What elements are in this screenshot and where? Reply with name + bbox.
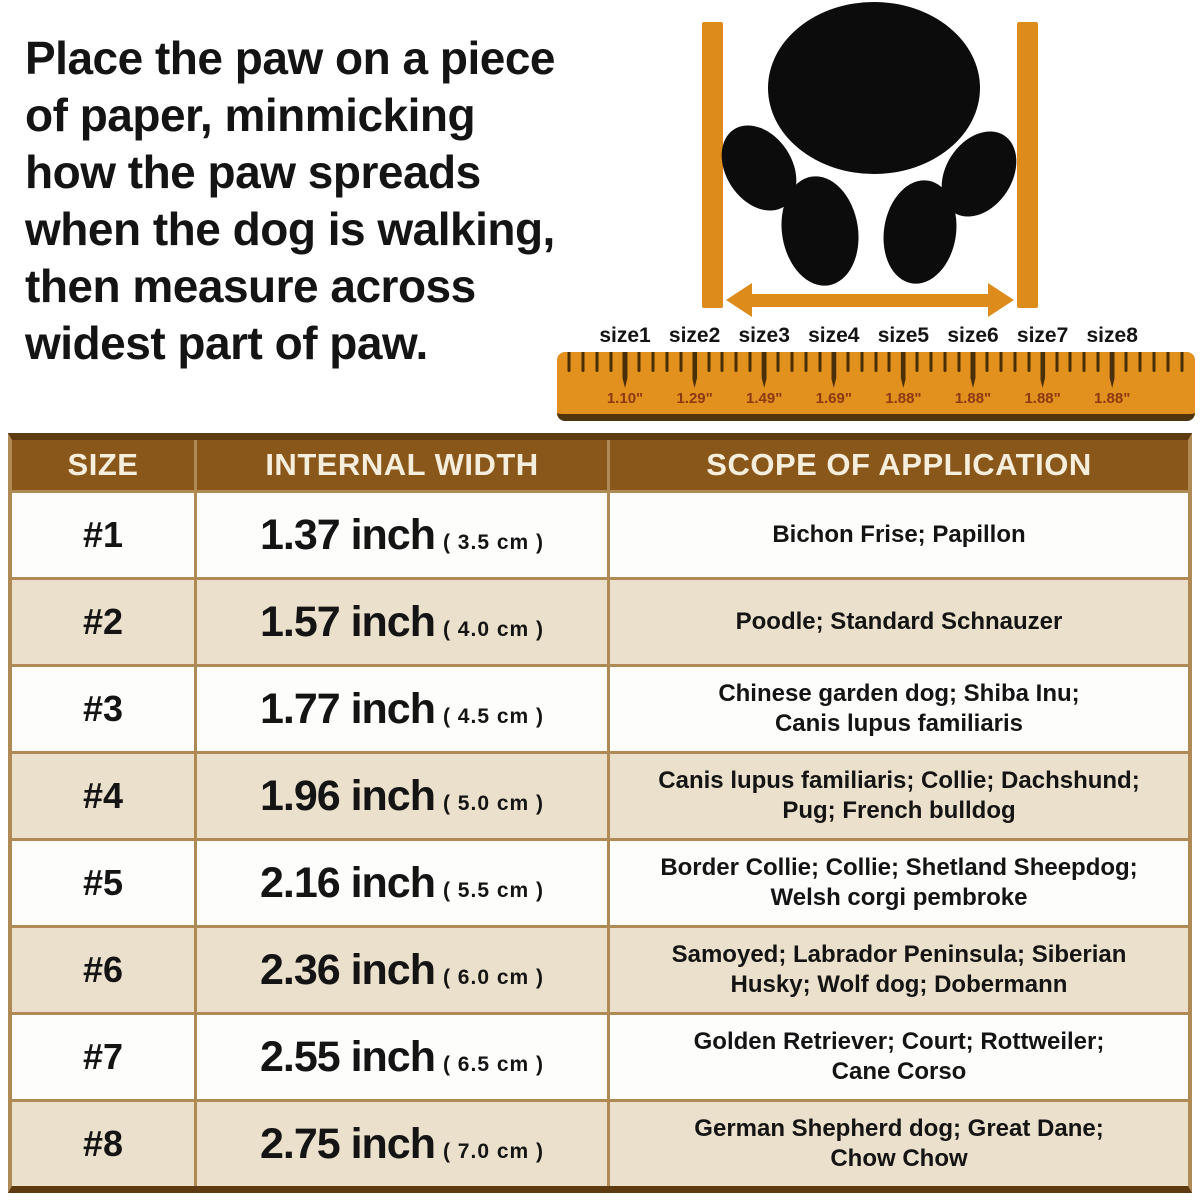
size-number: #7 (82, 1036, 124, 1077)
ruler-size-label: size4 (808, 324, 860, 347)
table-row-width-cell (197, 1015, 607, 1099)
scope-line: Canis lupus familiaris (774, 710, 1024, 737)
table-row-width-cell (197, 667, 607, 751)
ruler-minor-tick (958, 352, 961, 372)
table-row-size-cell (12, 580, 194, 664)
width-cm: ( 4.0 cm ) (442, 617, 545, 641)
table-row-size-cell (12, 493, 194, 577)
ruler-minor-tick (721, 352, 724, 372)
measuring-instructions (25, 30, 665, 372)
table-row-size-cell (12, 667, 194, 751)
ruler-minor-tick (860, 352, 863, 372)
table-row-width-cell (197, 1102, 607, 1186)
ruler-minor-tick (1139, 352, 1142, 372)
ruler-major-tick (762, 352, 767, 388)
table-row-scope-cell (610, 580, 1188, 664)
measure-bar-left (702, 22, 723, 308)
ruler-minor-tick (804, 352, 807, 372)
size-number: #6 (82, 949, 124, 990)
table-row-scope-cell (610, 928, 1188, 1012)
ruler-minor-tick (568, 352, 571, 372)
width-cm: ( 5.0 cm ) (442, 791, 545, 815)
scope-line: Welsh corgi pembroke (770, 884, 1028, 911)
ruler-minor-tick (679, 352, 682, 372)
ruler-minor-tick (735, 352, 738, 372)
scope-line: Border Collie; Collie; Shetland Sheepdog; (660, 854, 1138, 881)
ruler-minor-tick (1069, 352, 1072, 372)
ruler-minor-tick (651, 352, 654, 372)
table-row-scope-cell (610, 667, 1188, 751)
ruler-major-tick (901, 352, 906, 388)
width-inch: 2.16 inch (259, 858, 435, 907)
ruler-major-tick (831, 352, 836, 388)
ruler-minor-tick (1083, 352, 1086, 372)
paw-measurement-diagram (700, 0, 1045, 330)
table-row-scope-cell (610, 493, 1188, 577)
ruler-minor-tick (930, 352, 933, 372)
size-table (8, 433, 1192, 1193)
size-ruler (557, 324, 1195, 420)
ruler-minor-tick (637, 352, 640, 372)
size-number: #3 (82, 688, 124, 729)
ruler-measurement: 1.88" (885, 390, 922, 407)
ruler-measurement: 1.10" (606, 390, 644, 407)
ruler-minor-tick (1097, 352, 1100, 372)
ruler-minor-tick (944, 352, 947, 372)
size-number: #4 (82, 775, 124, 816)
scope-line: Bichon Frise; Papillon (772, 521, 1026, 548)
ruler-minor-tick (1166, 352, 1169, 372)
width-arrow-right-head-icon (988, 283, 1014, 317)
ruler-major-tick (1110, 352, 1115, 388)
width-inch: 2.75 inch (259, 1119, 435, 1168)
instruction-line: then measure across (25, 260, 476, 312)
ruler-minor-tick (610, 352, 613, 372)
ruler-minor-tick (874, 352, 877, 372)
width-inch: 2.36 inch (259, 945, 435, 994)
ruler-minor-tick (749, 352, 752, 372)
ruler-minor-tick (1125, 352, 1128, 372)
ruler-minor-tick (1180, 352, 1183, 372)
ruler-minor-tick (1055, 352, 1058, 372)
scope-line: Husky; Wolf dog; Dobermann (730, 971, 1068, 998)
width-inch: 1.37 inch (259, 510, 435, 559)
ruler-measurement: 1.49" (746, 390, 783, 407)
width-cm: ( 6.0 cm ) (442, 965, 545, 989)
paw-main-pad-icon (768, 2, 980, 174)
table-row-size-cell (12, 1102, 194, 1186)
ruler-minor-tick (582, 352, 585, 372)
scope-line: Cane Corso (831, 1058, 967, 1085)
column-header-size: SIZE (12, 440, 194, 490)
ruler-minor-tick (888, 352, 891, 372)
instruction-line: Place the paw on a piece (25, 32, 555, 84)
table-row-width-cell (197, 580, 607, 664)
table-row-scope-cell (610, 1015, 1188, 1099)
ruler-major-tick (622, 352, 627, 388)
ruler-size-label: size8 (1086, 324, 1138, 347)
scope-line: Chow Chow (830, 1145, 968, 1172)
ruler-major-tick (970, 352, 975, 388)
ruler-size-label: size7 (1016, 324, 1069, 347)
table-row-width-cell (197, 493, 607, 577)
ruler-minor-tick (665, 352, 668, 372)
measure-bar-right (1017, 22, 1038, 308)
instruction-line: widest part of paw. (25, 317, 428, 369)
scope-line: Pug; French bulldog (782, 797, 1016, 824)
width-arrow (748, 294, 992, 307)
ruler-minor-tick (777, 352, 780, 372)
width-cm: ( 7.0 cm ) (442, 1139, 545, 1163)
width-cm: ( 5.5 cm ) (442, 878, 545, 902)
ruler-major-tick (692, 352, 697, 388)
table-row-size-cell (12, 841, 194, 925)
ruler-size-label: size3 (738, 324, 790, 347)
width-inch: 2.55 inch (259, 1032, 435, 1081)
column-header-scope: SCOPE OF APPLICATION (610, 440, 1188, 490)
width-inch: 1.57 inch (259, 597, 435, 646)
table-row-size-cell (12, 754, 194, 838)
width-cm: ( 6.5 cm ) (442, 1052, 545, 1076)
ruler-measurement: 1.88" (1024, 390, 1061, 407)
width-inch: 1.96 inch (259, 771, 435, 820)
ruler-major-tick (1040, 352, 1045, 388)
scope-line: Golden Retriever; Court; Rottweiler; (693, 1028, 1105, 1055)
ruler-size-labels (557, 324, 1195, 350)
ruler-minor-tick (1152, 352, 1155, 372)
table-row-width-cell (197, 928, 607, 1012)
size-number: #1 (82, 514, 124, 555)
table-row-size-cell (12, 928, 194, 1012)
table-row-size-cell (12, 1015, 194, 1099)
ruler-measurement: 1.29" (676, 390, 713, 407)
ruler-minor-tick (985, 352, 988, 372)
ruler-minor-tick (1027, 352, 1030, 372)
table-row-scope-cell (610, 1102, 1188, 1186)
ruler-minor-tick (818, 352, 821, 372)
scope-line: Samoyed; Labrador Peninsula; Siberian (671, 941, 1127, 968)
ruler-size-label: size1 (599, 324, 651, 347)
instruction-line: of paper, minmicking (25, 89, 476, 141)
instruction-line: when the dog is walking, (25, 203, 555, 255)
width-cm: ( 4.5 cm ) (442, 704, 545, 728)
ruler-minor-tick (999, 352, 1002, 372)
width-inch: 1.77 inch (259, 684, 435, 733)
table-row-scope-cell (610, 841, 1188, 925)
table-row-width-cell (197, 754, 607, 838)
ruler-measurement: 1.88" (1094, 390, 1131, 407)
ruler-body (557, 352, 1195, 421)
scope-line: Poodle; Standard Schnauzer (735, 608, 1063, 635)
size-number: #2 (82, 601, 124, 642)
ruler-size-label: size5 (877, 324, 930, 347)
scope-line: Chinese garden dog; Shiba Inu; (718, 680, 1080, 707)
table-row-width-cell (197, 841, 607, 925)
width-arrow-left-head-icon (726, 283, 752, 317)
ruler-size-label: size6 (947, 324, 999, 347)
scope-line: Canis lupus familiaris; Collie; Dachshund; (658, 767, 1140, 794)
ruler-minor-tick (596, 352, 599, 372)
size-number: #5 (82, 862, 124, 903)
column-header-internal-width: INTERNAL WIDTH (197, 440, 607, 490)
ruler-minor-tick (791, 352, 794, 372)
ruler-minor-tick (1013, 352, 1016, 372)
ruler-minor-tick (846, 352, 849, 372)
ruler-measurement: 1.69" (815, 390, 852, 407)
ruler-minor-tick (707, 352, 710, 372)
ruler-size-label: size2 (668, 324, 721, 347)
size-number: #8 (82, 1123, 124, 1164)
width-cm: ( 3.5 cm ) (442, 530, 545, 554)
instruction-line: how the paw spreads (25, 146, 481, 198)
table-row-scope-cell (610, 754, 1188, 838)
ruler-minor-tick (916, 352, 919, 372)
ruler-measurement: 1.88" (954, 390, 992, 407)
scope-line: German Shepherd dog; Great Dane; (694, 1115, 1104, 1142)
